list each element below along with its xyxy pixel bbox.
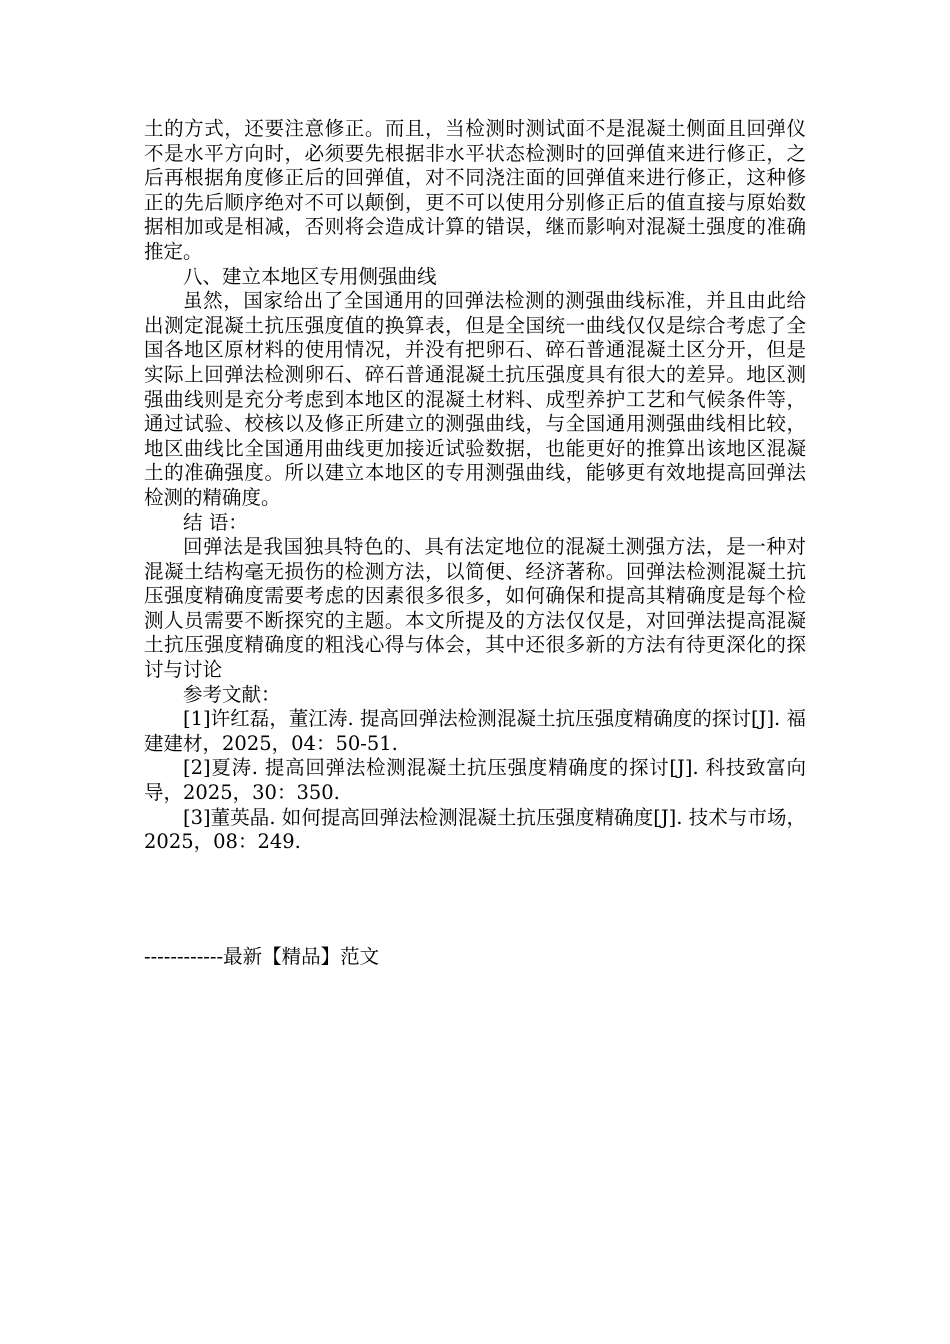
paragraph-local-curve: 虽然，国家给出了全国通用的回弹法检测的测强曲线标准，并且由此给出测定混凝土抗压强度值的换算表，但是全国统一曲线仅仅是综合考虑了全国各地区原材料的使用情况，并没有把卵石、碎石普通混凝土区分开，但是实际上回弹法检测卵石、碎石普通混凝土抗压强度具有很大的差异。地区测强曲线则是充分考虑到本地区的混凝土材料、成型养护工艺和气候条件等，通过试验、校核以及修正所建立的测强曲线，与全国通用测强曲线相比较，地区曲线比全国通用曲线更加接近试验数据，也能更好的推算出该地区混凝土的准确强度。所以建立本地区的专用测强曲线，能够更有效地提高回弹法检测的精确度。 (144, 289, 806, 509)
reference-item: [3]董英晶. 如何提高回弹法检测混凝土抗压强度精确度[J]. 技术与市场，2025，08：249. (144, 805, 806, 854)
section-heading-local-curve: 八、建立本地区专用侧强曲线 (183, 264, 437, 288)
section-heading-conclusion: 结 语： (183, 510, 248, 534)
footer-tagline: ------------最新【精品】范文 (144, 945, 380, 968)
reference-item: [1]许红磊，董江涛. 提高回弹法检测混凝土抗压强度精确度的探讨[J]. 福建建材，2025，04：50-51. (144, 707, 806, 755)
document-body (144, 117, 806, 855)
paragraph-conclusion: 回弹法是我国独具特色的、具有法定地位的混凝土测强方法，是一种对混凝土结构毫无损伤的检测方法，以简便、经济著称。回弹法检测混凝土抗压强度精确度需要考虑的因素很多很多，如何确保和提高其精确度是每个检测人员需要不断探究的主题。本文所提及的方法仅仅是，对回弹法提高混凝土抗压强度精确度的粗浅心得与体会，其中还很多新的方法有待更深化的探讨与讨论 (144, 535, 806, 682)
reference-item: [2]夏涛. 提高回弹法检测混凝土抗压强度精确度的探讨[J]. 科技致富向导，2025，30：350. (144, 756, 806, 805)
section-heading-references: 参考文献： (183, 682, 281, 706)
paragraph-correction-order: 土的方式，还要注意修正。而且，当检测时测试面不是混凝土侧面且回弹仪不是水平方向时，必须要先根据非水平状态检测时的回弹值来进行修正，之后再根据角度修正后的回弹值，对不同浇注面的回弹值来进行修正，这种修正的先后顺序绝对不可以颠倒，更不可以使用分别修正后的值直接与原始数据相加或是相减，否则将会造成计算的错误，继而影响对混凝土强度的准确推定。 (144, 117, 806, 263)
